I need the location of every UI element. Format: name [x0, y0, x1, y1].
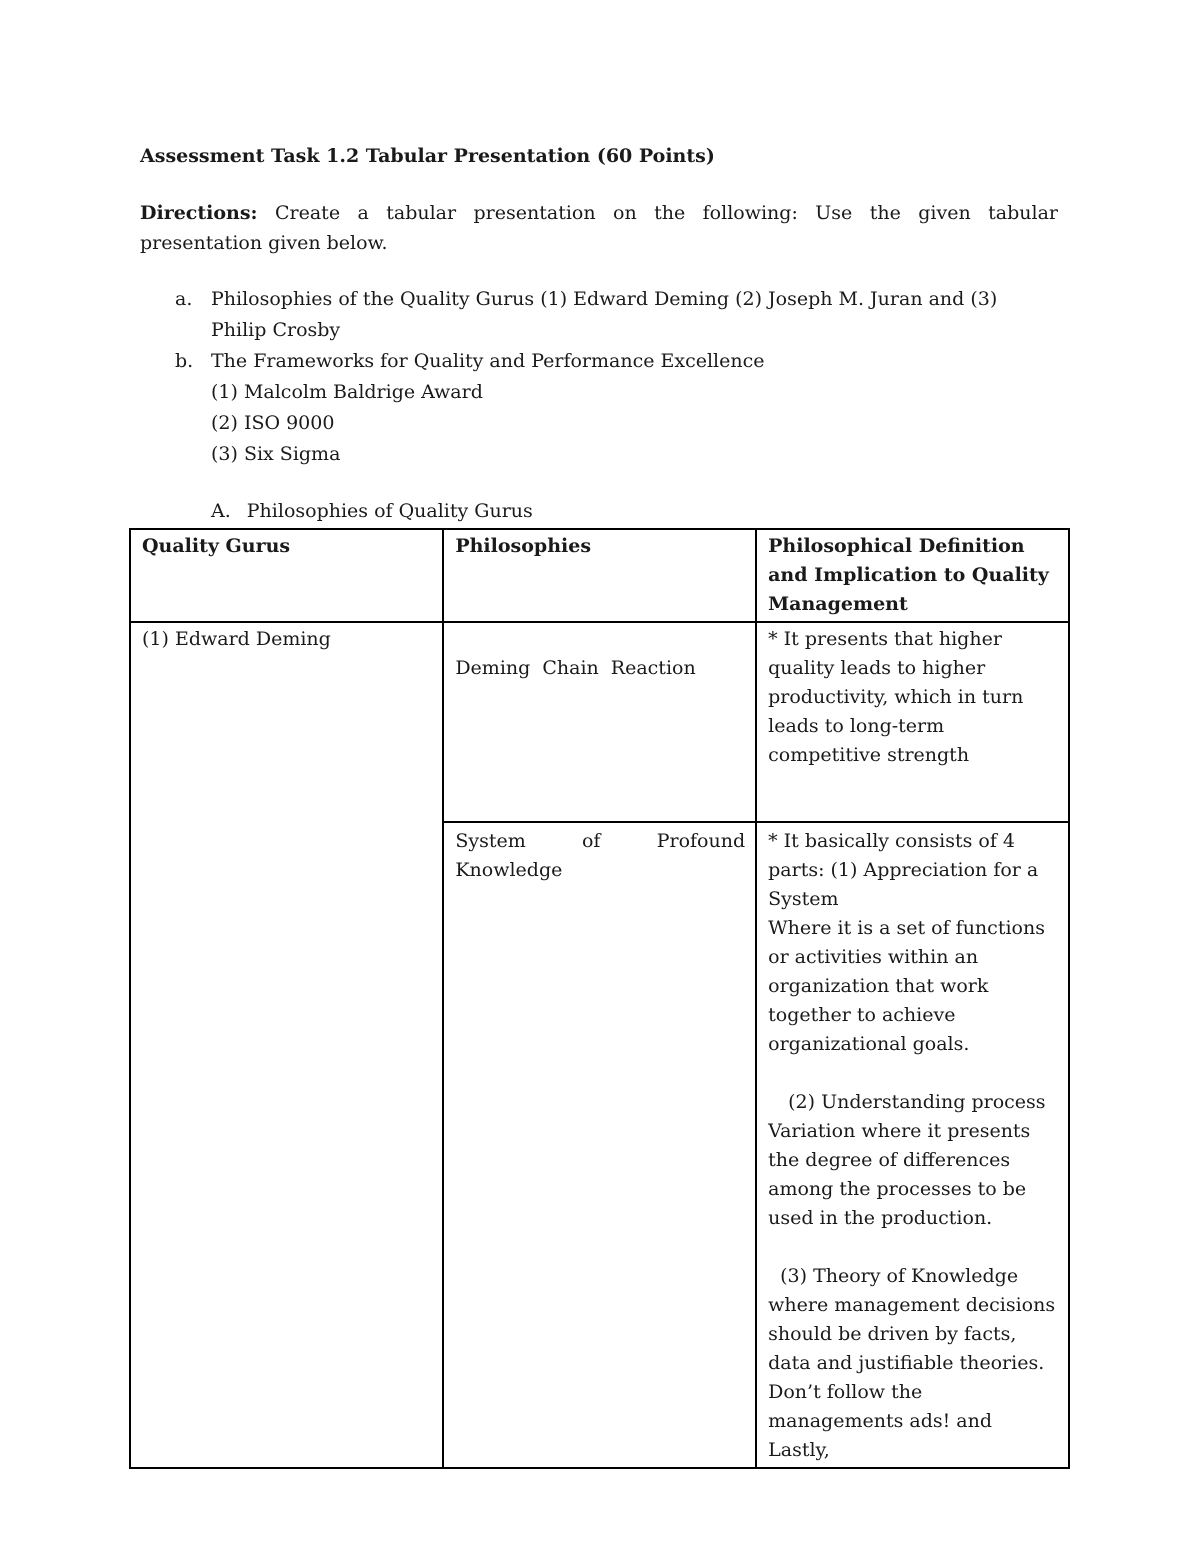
header-definition: Philosophical Definition and Implication to Quality Management [756, 529, 1069, 622]
philosophy-text: System of Profound Knowledge [455, 830, 746, 881]
section-heading [140, 496, 1058, 526]
list-subitem: (2) ISO 9000 [211, 412, 335, 434]
spacer [768, 1233, 1058, 1262]
section-marker: A. [211, 500, 231, 522]
spacer [768, 1059, 1058, 1088]
definition-cell [756, 622, 1069, 822]
header-philosophies: Philosophies [443, 529, 756, 622]
document-page [140, 140, 1058, 526]
guru-cell: (1) Edward Deming [130, 622, 443, 1468]
task-list [140, 284, 1058, 470]
philosophy-cell [443, 622, 756, 822]
definition-text: * It presents that higher quality leads to higher productivity, which in turn leads to long-term competitive strength [768, 628, 1024, 766]
directions-text: Create a tabular presentation on the following: Use the given tabular presentation given below. [140, 202, 1058, 254]
philosophy-text: Deming Chain Reaction [455, 657, 696, 679]
definition-text: (2) Understanding process Variation where it presents the degree of differences among the processes to be used in the production. [768, 1091, 1046, 1229]
directions-label: Directions: [140, 202, 258, 224]
definition-text: Where it is a set of functions or activities within an organization that work together to achieve organizational goals. [768, 917, 1045, 1055]
list-subitem: (1) Malcolm Baldrige Award [211, 381, 483, 403]
list-item-b [140, 346, 1058, 470]
directions-paragraph [140, 198, 1058, 258]
philosophy-cell [443, 822, 756, 1468]
section-title: Philosophies of Quality Gurus [246, 500, 533, 522]
gurus-table [129, 528, 1070, 1469]
list-item-text: Philosophies of the Quality Gurus (1) Edward Deming (2) Joseph M. Juran and (3) Philip Crosby [211, 288, 998, 341]
list-subitem: (3) Six Sigma [211, 443, 341, 465]
list-marker: b. [175, 350, 194, 372]
header-quality-gurus: Quality Gurus [130, 529, 443, 622]
definition-text: * It basically consists of 4 parts: (1) Appreciation for a System [768, 830, 1039, 910]
table-row [130, 622, 1069, 822]
list-item-text: The Frameworks for Quality and Performance Excellence [211, 350, 765, 372]
list-marker: a. [175, 288, 193, 310]
definition-cell [756, 822, 1069, 1468]
list-item-a [140, 284, 1058, 346]
definition-text: (3) Theory of Knowledge where management decisions should be driven by facts, data and justifiable theories. Don’t follow the managements ads! and Lastly, [768, 1265, 1056, 1461]
table-header-row [130, 529, 1069, 622]
page-title: Assessment Task 1.2 Tabular Presentation (60 Points) [140, 145, 715, 167]
